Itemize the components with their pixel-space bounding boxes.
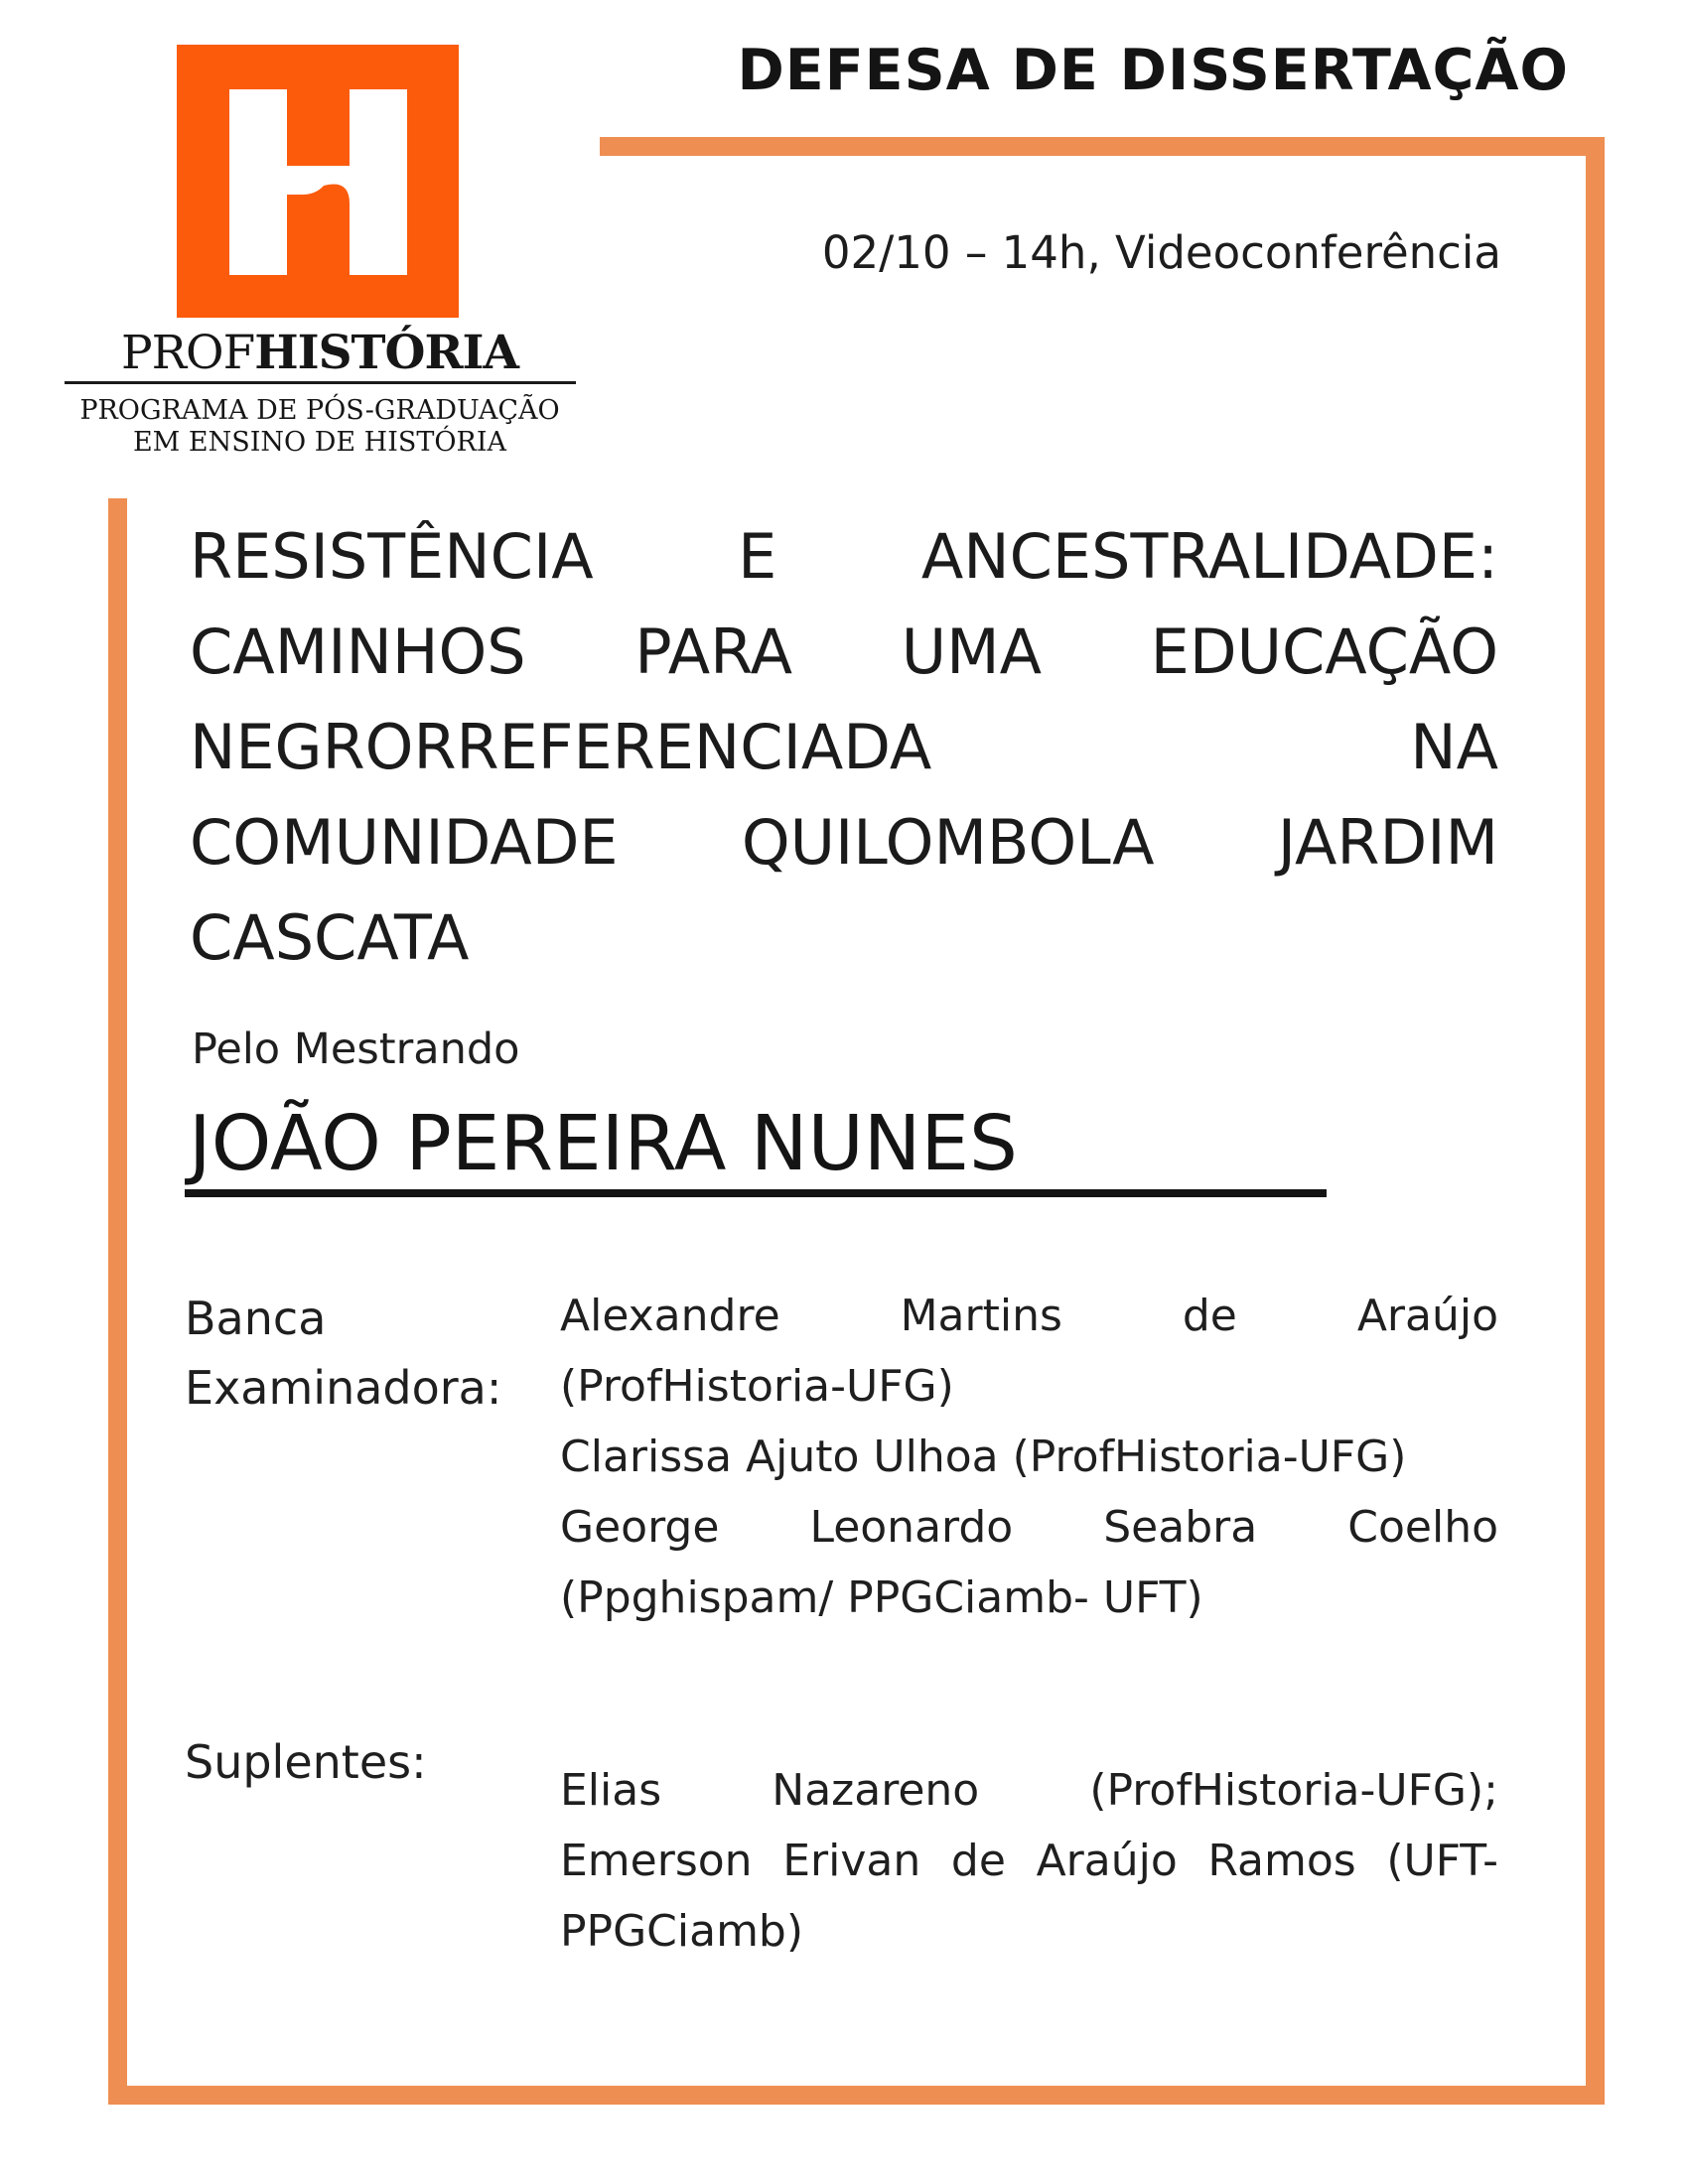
- substitute-member-line: Elias Nazareno (ProfHistoria-UFG);: [560, 1765, 1498, 1816]
- substitute-members: [560, 1755, 1498, 1967]
- thesis-title-line: CAMINHOS PARA UMA EDUCAÇÃO: [190, 615, 1498, 688]
- thesis-title-line: RESISTÊNCIA E ANCESTRALIDADE:: [190, 520, 1498, 593]
- committee-members: [560, 1281, 1498, 1633]
- frame-bottom-border: [115, 2086, 1605, 2105]
- committee-label-line2: Examinadora:: [185, 1361, 502, 1415]
- event-datetime: 02/10 – 14h, Videoconferência: [821, 226, 1501, 279]
- frame-left-border: [108, 498, 127, 2105]
- substitutes-label: Suplentes:: [185, 1735, 427, 1789]
- thesis-title-line: COMUNIDADE QUILOMBOLA JARDIM: [190, 806, 1498, 879]
- candidate-intro: Pelo Mestrando: [192, 1024, 520, 1074]
- thesis-title-line: CASCATA: [190, 901, 470, 974]
- logo-subtitle-line2: EM ENSINO DE HISTÓRIA: [132, 427, 507, 458]
- committee-member-line: George Leonardo Seabra Coelho: [560, 1502, 1498, 1553]
- thesis-title-line: NEGRORREFERENCIADA NA: [190, 711, 1498, 783]
- committee-label-line1: Banca: [185, 1292, 327, 1345]
- logo-brand-bold: HISTÓRIA: [254, 326, 518, 380]
- committee-member-line: (ProfHistoria-UFG): [560, 1361, 954, 1412]
- frame-right-border: [1586, 137, 1605, 2105]
- page-title: DEFESA DE DISSERTAÇÃO: [737, 38, 1569, 103]
- logo-brand-name: [62, 326, 578, 380]
- substitute-member-line: Emerson Erivan de Araújo Ramos (UFT-: [560, 1836, 1498, 1886]
- frame-top-border: [600, 137, 1603, 156]
- profhistoria-logo-mark: [177, 45, 459, 318]
- logo-divider: [65, 381, 576, 384]
- committee-member-line: Alexandre Martins de Araújo: [560, 1291, 1498, 1341]
- logo-brand-light: PROF: [121, 326, 255, 380]
- logo-subtitle-line1: PROGRAMA DE PÓS-GRADUAÇÃO: [79, 395, 560, 426]
- substitute-member-line: PPGCiamb): [560, 1906, 804, 1957]
- committee-member-line: (Ppghispam/ PPGCiamb- UFT): [560, 1572, 1203, 1623]
- committee-member-line: Clarissa Ajuto Ulhoa (ProfHistoria-UFG): [560, 1432, 1407, 1482]
- candidate-name: JOÃO PEREIRA NUNES: [189, 1100, 1018, 1188]
- h-letter-icon: [177, 45, 459, 318]
- candidate-name-underline: [185, 1189, 1327, 1197]
